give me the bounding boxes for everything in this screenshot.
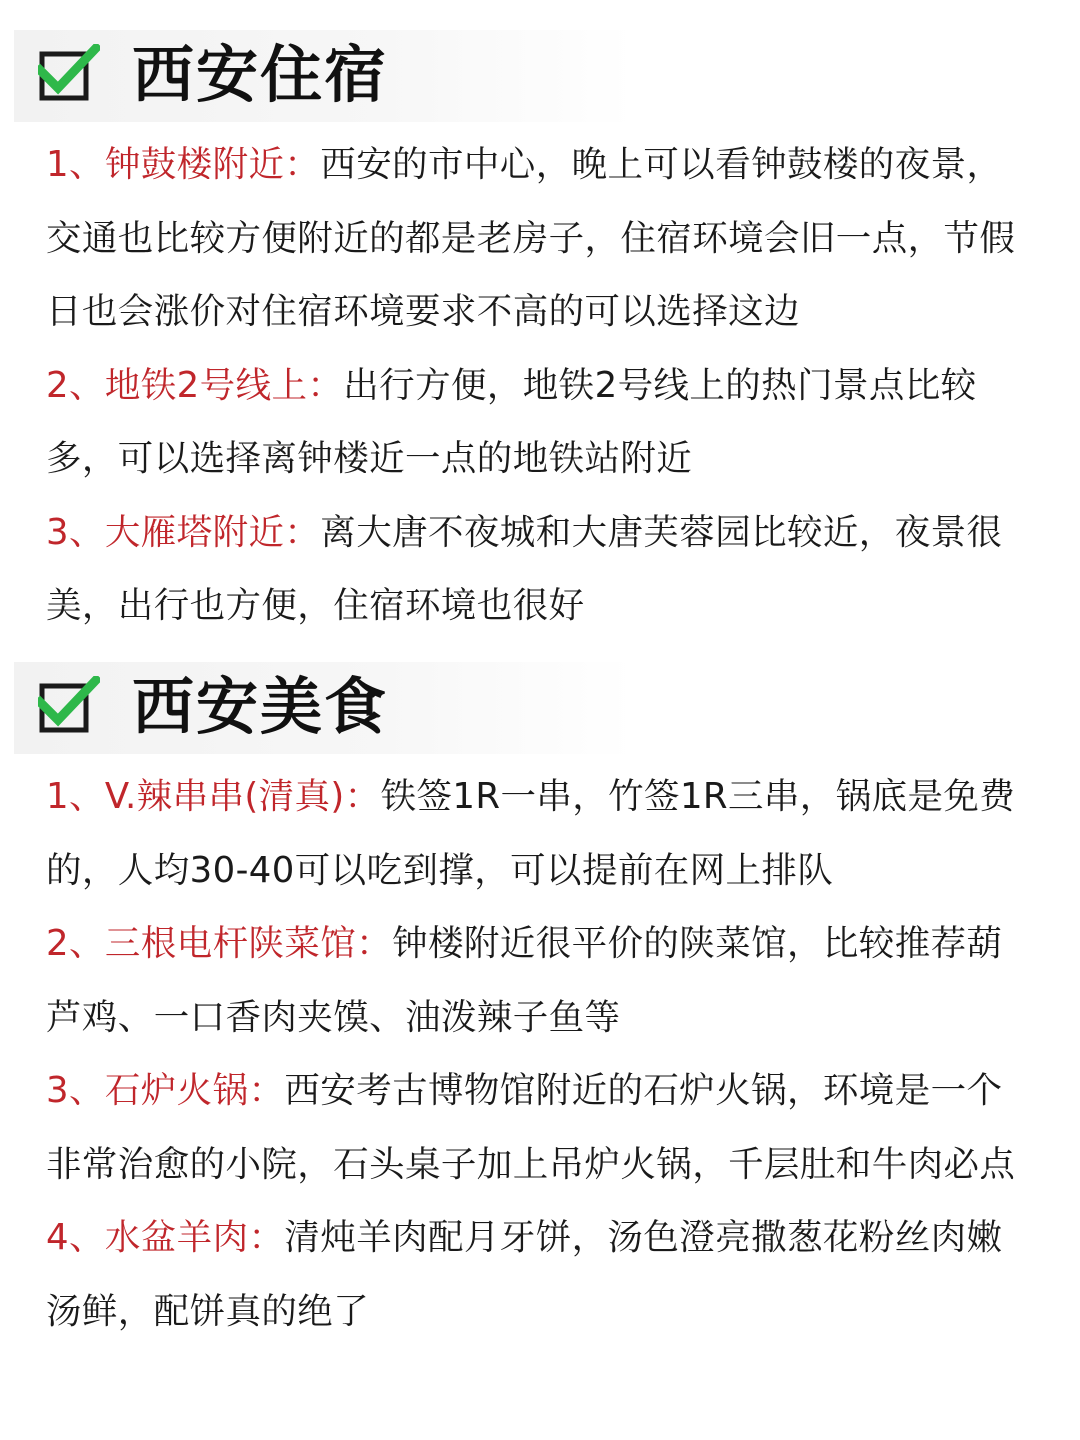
list-item [46, 349, 1036, 496]
section-food [0, 662, 1080, 1348]
section-heading [14, 662, 634, 754]
section-heading [14, 30, 634, 122]
section-title: 西安美食 [132, 670, 389, 743]
item-label: 3、石炉火锅： [46, 1070, 285, 1111]
item-label: 3、大雁塔附近： [46, 511, 321, 553]
checked-box-icon [38, 676, 100, 734]
section-title: 西安住宿 [132, 38, 389, 111]
item-list [0, 128, 1036, 643]
item-label: 2、三根电杆陕菜馆： [46, 923, 393, 964]
item-text: 西安考古博物馆附近的石炉火锅，环境是一个非常治愈的小院，石头桌子加上吊炉火锅，千层肚和牛肉必点 [46, 1070, 1016, 1185]
item-text: 西安的市中心，晚上可以看钟鼓楼的夜景，交通也比较方便附近的都是老房子，住宿环境会旧一点，节假日也会涨价对住宿环境要求不高的可以选择这边 [46, 144, 1016, 332]
item-label: 2、地铁2号线上： [46, 364, 344, 406]
section-lodging [0, 30, 1080, 643]
item-list [0, 760, 1036, 1348]
checked-box-icon [38, 44, 100, 102]
list-item [46, 1054, 1036, 1201]
item-text: 出行方便，地铁2号线上的热门景点比较多，可以选择离钟楼近一点的地铁站附近 [46, 364, 977, 479]
item-text: 铁签1R一串，竹签1R三串，锅底是免费的，人均30-40可以吃到撑，可以提前在网上排队 [46, 776, 1016, 891]
item-label: 1、钟鼓楼附近： [46, 144, 321, 185]
list-item [46, 128, 1036, 349]
item-text: 钟楼附近很平价的陕菜馆，比较推荐葫芦鸡、一口香肉夹馍、油泼辣子鱼等 [46, 923, 1003, 1038]
item-label: 1、V.辣串串(清真)： [46, 776, 381, 817]
list-item [46, 760, 1036, 907]
list-item [46, 496, 1036, 643]
item-label: 4、水盆羊肉： [46, 1217, 285, 1258]
item-text: 清炖羊肉配月牙饼，汤色澄亮撒葱花粉丝肉嫩汤鲜，配饼真的绝了 [46, 1217, 1003, 1332]
item-text: 离大唐不夜城和大唐芙蓉园比较近，夜景很美，出行也方便，住宿环境也很好 [46, 511, 1003, 626]
list-item [46, 907, 1036, 1054]
list-item [46, 1201, 1036, 1348]
